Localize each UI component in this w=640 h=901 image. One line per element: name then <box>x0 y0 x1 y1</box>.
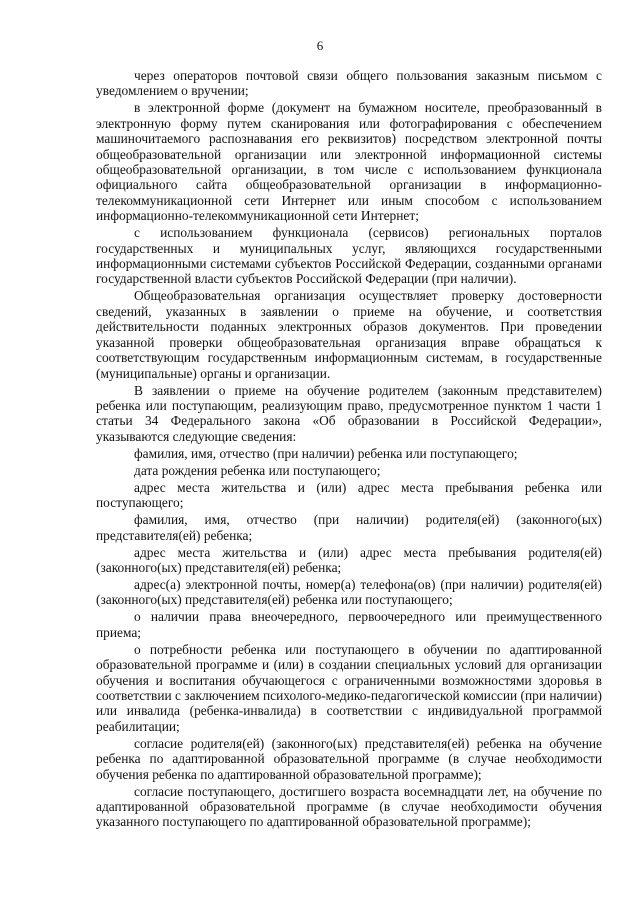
paragraph: в электронной форме (документ на бумажном носителе, преобразованный в электронную форму путем сканирования или фотографирования с обеспечением машиночитаемого распознавания его реквизитов) посредством электронной почты общеобразовательной организации или электронной информационной системы общеобразовательной организации, в том числе с использованием функционала официального сайта общеобразовательной организации в информационно-телекоммуникационной сети Интернет или иным способом с использованием информационно-телекоммуникационной сети Интернет; <box>96 100 602 224</box>
paragraph: Общеобразовательная организация осуществляет проверку достоверности сведений, указанных в заявлении о приеме на обучение, и соответствия действительности поданных электронных образов документов. При проведении указанной проверки общеобразовательная организация вправе обращаться к соответствующим государственным информационным системам, в государственные (муниципальные) органы и организации. <box>96 288 602 381</box>
paragraph: согласие родителя(ей) (законного(ых) представителя(ей) ребенка на обучение ребенка по адаптированной образовательной программе (в случае необходимости обучения ребенка по адаптированной образовательной программе); <box>96 735 602 782</box>
paragraph: фамилия, имя, отчество (при наличии) ребенка или поступающего; <box>134 445 518 461</box>
paragraph: фамилия, имя, отчество (при наличии) родителя(ей) (законного(ых) представителя(ей) ребенка; <box>96 512 602 543</box>
paragraph: с использованием функционала (сервисов) региональных порталов государственных и муниципальных услуг, являющихся государственными информационными системами субъектов Российской Федерации, созданными органами государственной власти субъектов Российской Федерации (при наличии). <box>96 225 602 287</box>
paragraph: о наличии права внеочередного, первоочередного или преимущественного приема; <box>96 609 602 640</box>
paragraph: адрес места жительства и (или) адрес места пребывания родителя(ей) (законного(ых) представителя(ей) ребенка; <box>96 544 602 575</box>
paragraph: дата рождения ребенка или поступающего; <box>134 462 381 478</box>
paragraph: В заявлении о приеме на обучение родителем (законным представителем) ребенка или поступающим, реализующим право, предусмотренное пунктом 1 части 1 статьи 34 Федерального закона «Об образовании в Российской Федерации», указываются следующие сведения: <box>96 382 602 444</box>
document-body <box>96 68 602 831</box>
page-number: 6 <box>316 38 324 53</box>
paragraph: через операторов почтовой связи общего пользования заказным письмом с уведомлением о вручении; <box>96 68 602 99</box>
paragraph: адрес(а) электронной почты, номер(а) телефона(ов) (при наличии) родителя(ей) (законного(ых) представителя(ей) ребенка или поступающего; <box>96 576 602 608</box>
paragraph: адрес места жительства и (или) адрес места пребывания ребенка или поступающего; <box>96 479 602 511</box>
paragraph: согласие поступающего, достигшего возраста восемнадцати лет, на обучение по адаптированной образовательной программе (в случае необходимости обучения указанного поступающего по адаптированной образовательной программе); <box>96 783 602 830</box>
paragraph: о потребности ребенка или поступающего в обучении по адаптированной образовательной программе и (или) в создании специальных условий для организации обучения и воспитания обучающегося с ограниченными возможностями здоровья в соответствии с заключением психолого-медико-педагогической комиссии (при наличии) или инвалида (ребенка-инвалида) в соответствии с индивидуальной программой реабилитации; <box>96 641 602 734</box>
